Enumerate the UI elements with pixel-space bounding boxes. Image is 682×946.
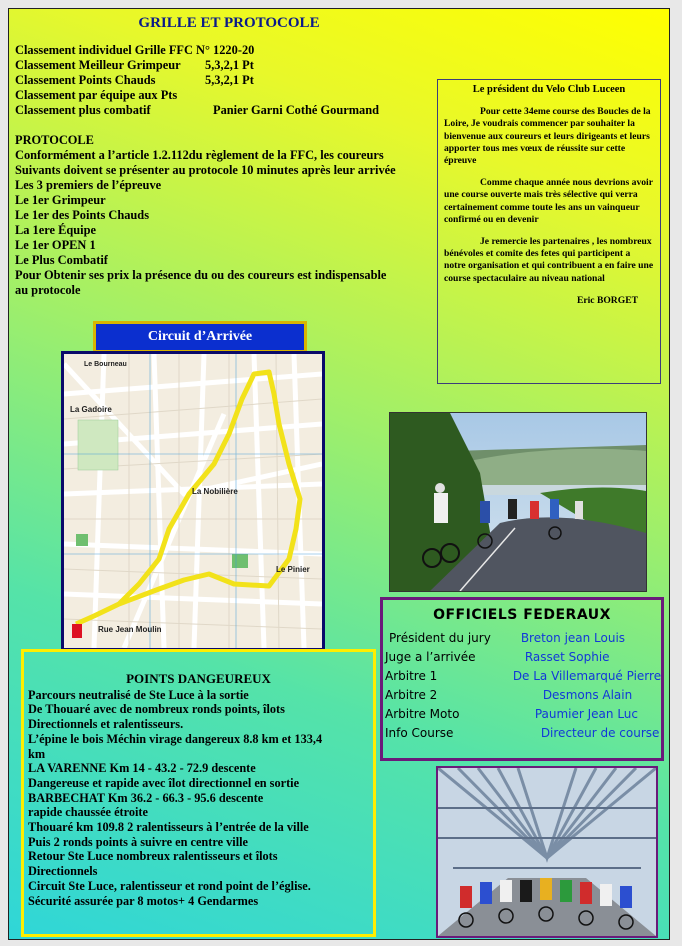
cyclists-road-image [390, 413, 646, 591]
president-paragraph: Comme chaque année nous devrions avoir une course ouverte mais très sélective qui verra certainement comme toute les ans un vainqueur confirmé ou en devenir [444, 177, 653, 225]
protocole-heading: PROTOCOLE [15, 133, 94, 147]
points-dangereux [21, 649, 376, 937]
officiel-row [385, 685, 661, 704]
points-line: Directionnels [28, 864, 98, 879]
race-photo-road [389, 412, 647, 592]
race-photo-bridge [436, 766, 658, 938]
officiel-row [385, 647, 661, 666]
points-line: Parcours neutralisé de Ste Luce à la sortie [28, 687, 249, 702]
protocole-line: Le 1er des Points Chauds [15, 208, 150, 222]
points-line: BARBECHAT Km 36.2 - 66.3 - 95.6 descente [28, 790, 264, 805]
classements-and-protocole [15, 43, 435, 298]
points-line: Dangereuse et rapide avec îlot directionnel en sortie [28, 775, 300, 790]
president-signature: Eric BORGET [576, 294, 638, 306]
classement-label: Classement Meilleur Grimpeur [15, 58, 181, 72]
points-line: Circuit Ste Luce, ralentisseur et rond point de l’église. [28, 878, 311, 893]
president-heading: Le président du Velo Club Luceen [472, 84, 626, 95]
points-line: rapide chaussée étroite [28, 805, 148, 820]
map-label: La Gadoire [70, 405, 112, 414]
page [8, 8, 670, 940]
officiel-role: Arbitre 1 [385, 668, 438, 683]
classement-label: Classement par équipe aux Pts [15, 88, 178, 102]
officiel-role: Arbitre 2 [385, 687, 438, 702]
protocole-line: Le 1er Grimpeur [15, 193, 106, 207]
protocole-line: La 1ere Équipe [15, 223, 97, 237]
cyclists-bridge-image [438, 768, 656, 936]
circuit-map [61, 351, 325, 651]
officiels-heading: OFFICIELS FEDERAUX [433, 607, 611, 623]
classement-row [15, 43, 435, 58]
classement-row [15, 58, 435, 73]
map-label: Le Pinier [276, 565, 310, 574]
points-line: Sécurité assurée par 8 motos+ 4 Gendarmes [28, 893, 259, 908]
officiel-name: Rasset Sophie [524, 649, 610, 664]
president-paragraph: Pour cette 34eme course des Boucles de la Loire, Je voudrais commencer par souhaiter la bienvenue aux coureurs et leurs dirigeants et leurs apporter tous mes vœux de réussite sur cette épreuve [444, 106, 651, 167]
officiel-role: Président du jury [389, 630, 491, 645]
circuit-map-image [64, 354, 322, 648]
protocole-line: Les 3 premiers de l’épreuve [15, 178, 162, 192]
officiel-name: Directeur de course [540, 725, 660, 740]
officiel-name: Desmons Alain [542, 687, 633, 702]
map-label: La Nobilière [192, 487, 238, 496]
officiel-row [385, 628, 661, 647]
officiels-table [385, 628, 661, 742]
officiel-role: Info Course [385, 725, 454, 740]
officiel-row [385, 666, 661, 685]
points-line: LA VARENNE Km 14 - 43.2 - 72.9 descente [28, 761, 256, 776]
points-line: Puis 2 ronds points à suivre en centre ville [28, 834, 248, 849]
classement-row [15, 88, 435, 103]
protocole-line: Le Plus Combatif [15, 253, 108, 267]
protocole-line: au protocole [15, 283, 81, 297]
points-line: Directionnels et ralentisseurs. [28, 717, 184, 732]
map-label: Le Bourneau [84, 361, 127, 368]
points-line: De Thouaré avec de nombreux ronds points, îlots [28, 702, 285, 717]
points-line: Retour Ste Luce nombreux ralentisseurs et îlots [28, 849, 278, 864]
points-line: km [28, 746, 46, 761]
points-line: L’épine le bois Méchin virage dangereux 8.8 km et 133,4 [28, 731, 323, 746]
officiels-federaux [380, 597, 664, 761]
president-paragraph: Je remercie les partenaires , les nombreux bénévoles et comite des fetes qui participent a notre organisation et qui contribuent a en faire une course spectaculaire au niveau national [444, 236, 654, 284]
classement-value: Panier Garni Cothé Gourmand [213, 103, 380, 117]
protocole-line: Conformément a l’article 1.2.112du règlement de la FFC, les coureurs [15, 148, 384, 162]
protocole-line: Suivants doivent se présenter au protocole 10 minutes après leur arrivée [15, 163, 396, 177]
classement-value: 5,3,2,1 Pt [205, 58, 254, 72]
officiel-role: Juge a l’arrivée [385, 649, 476, 664]
points-heading: POINTS DANGEUREUX [126, 671, 271, 686]
officiel-name: Paumier Jean Luc [534, 706, 638, 721]
page-title: GRILLE ET PROTOCOLE [138, 15, 320, 31]
officiel-role: Arbitre Moto [385, 706, 460, 721]
classement-row [15, 103, 435, 118]
protocole-line: Pour Obtenir ses prix la présence du ou des coureurs est indispensable [15, 268, 387, 282]
protocole-line: Le 1er OPEN 1 [15, 238, 96, 252]
classement-row [15, 73, 435, 88]
points-line: Thouaré km 109.8 2 ralentisseurs à l’entrée de la ville [28, 820, 309, 835]
officiel-name: De La Villemarqué Pierre [512, 668, 662, 683]
classement-label: Classement individuel Grille FFC N° 1220-20 [15, 43, 255, 57]
officiel-row [385, 723, 661, 742]
classement-label: Classement Points Chauds [15, 73, 156, 87]
map-label: Rue Jean Moulin [98, 625, 162, 634]
officiel-name: Breton jean Louis [520, 630, 626, 645]
circuit-label: Circuit d’Arrivée [93, 321, 307, 353]
classement-label: Classement plus combatif [15, 103, 151, 117]
officiel-row [385, 704, 661, 723]
president-message [437, 79, 661, 384]
classement-value: 5,3,2,1 Pt [205, 73, 254, 87]
